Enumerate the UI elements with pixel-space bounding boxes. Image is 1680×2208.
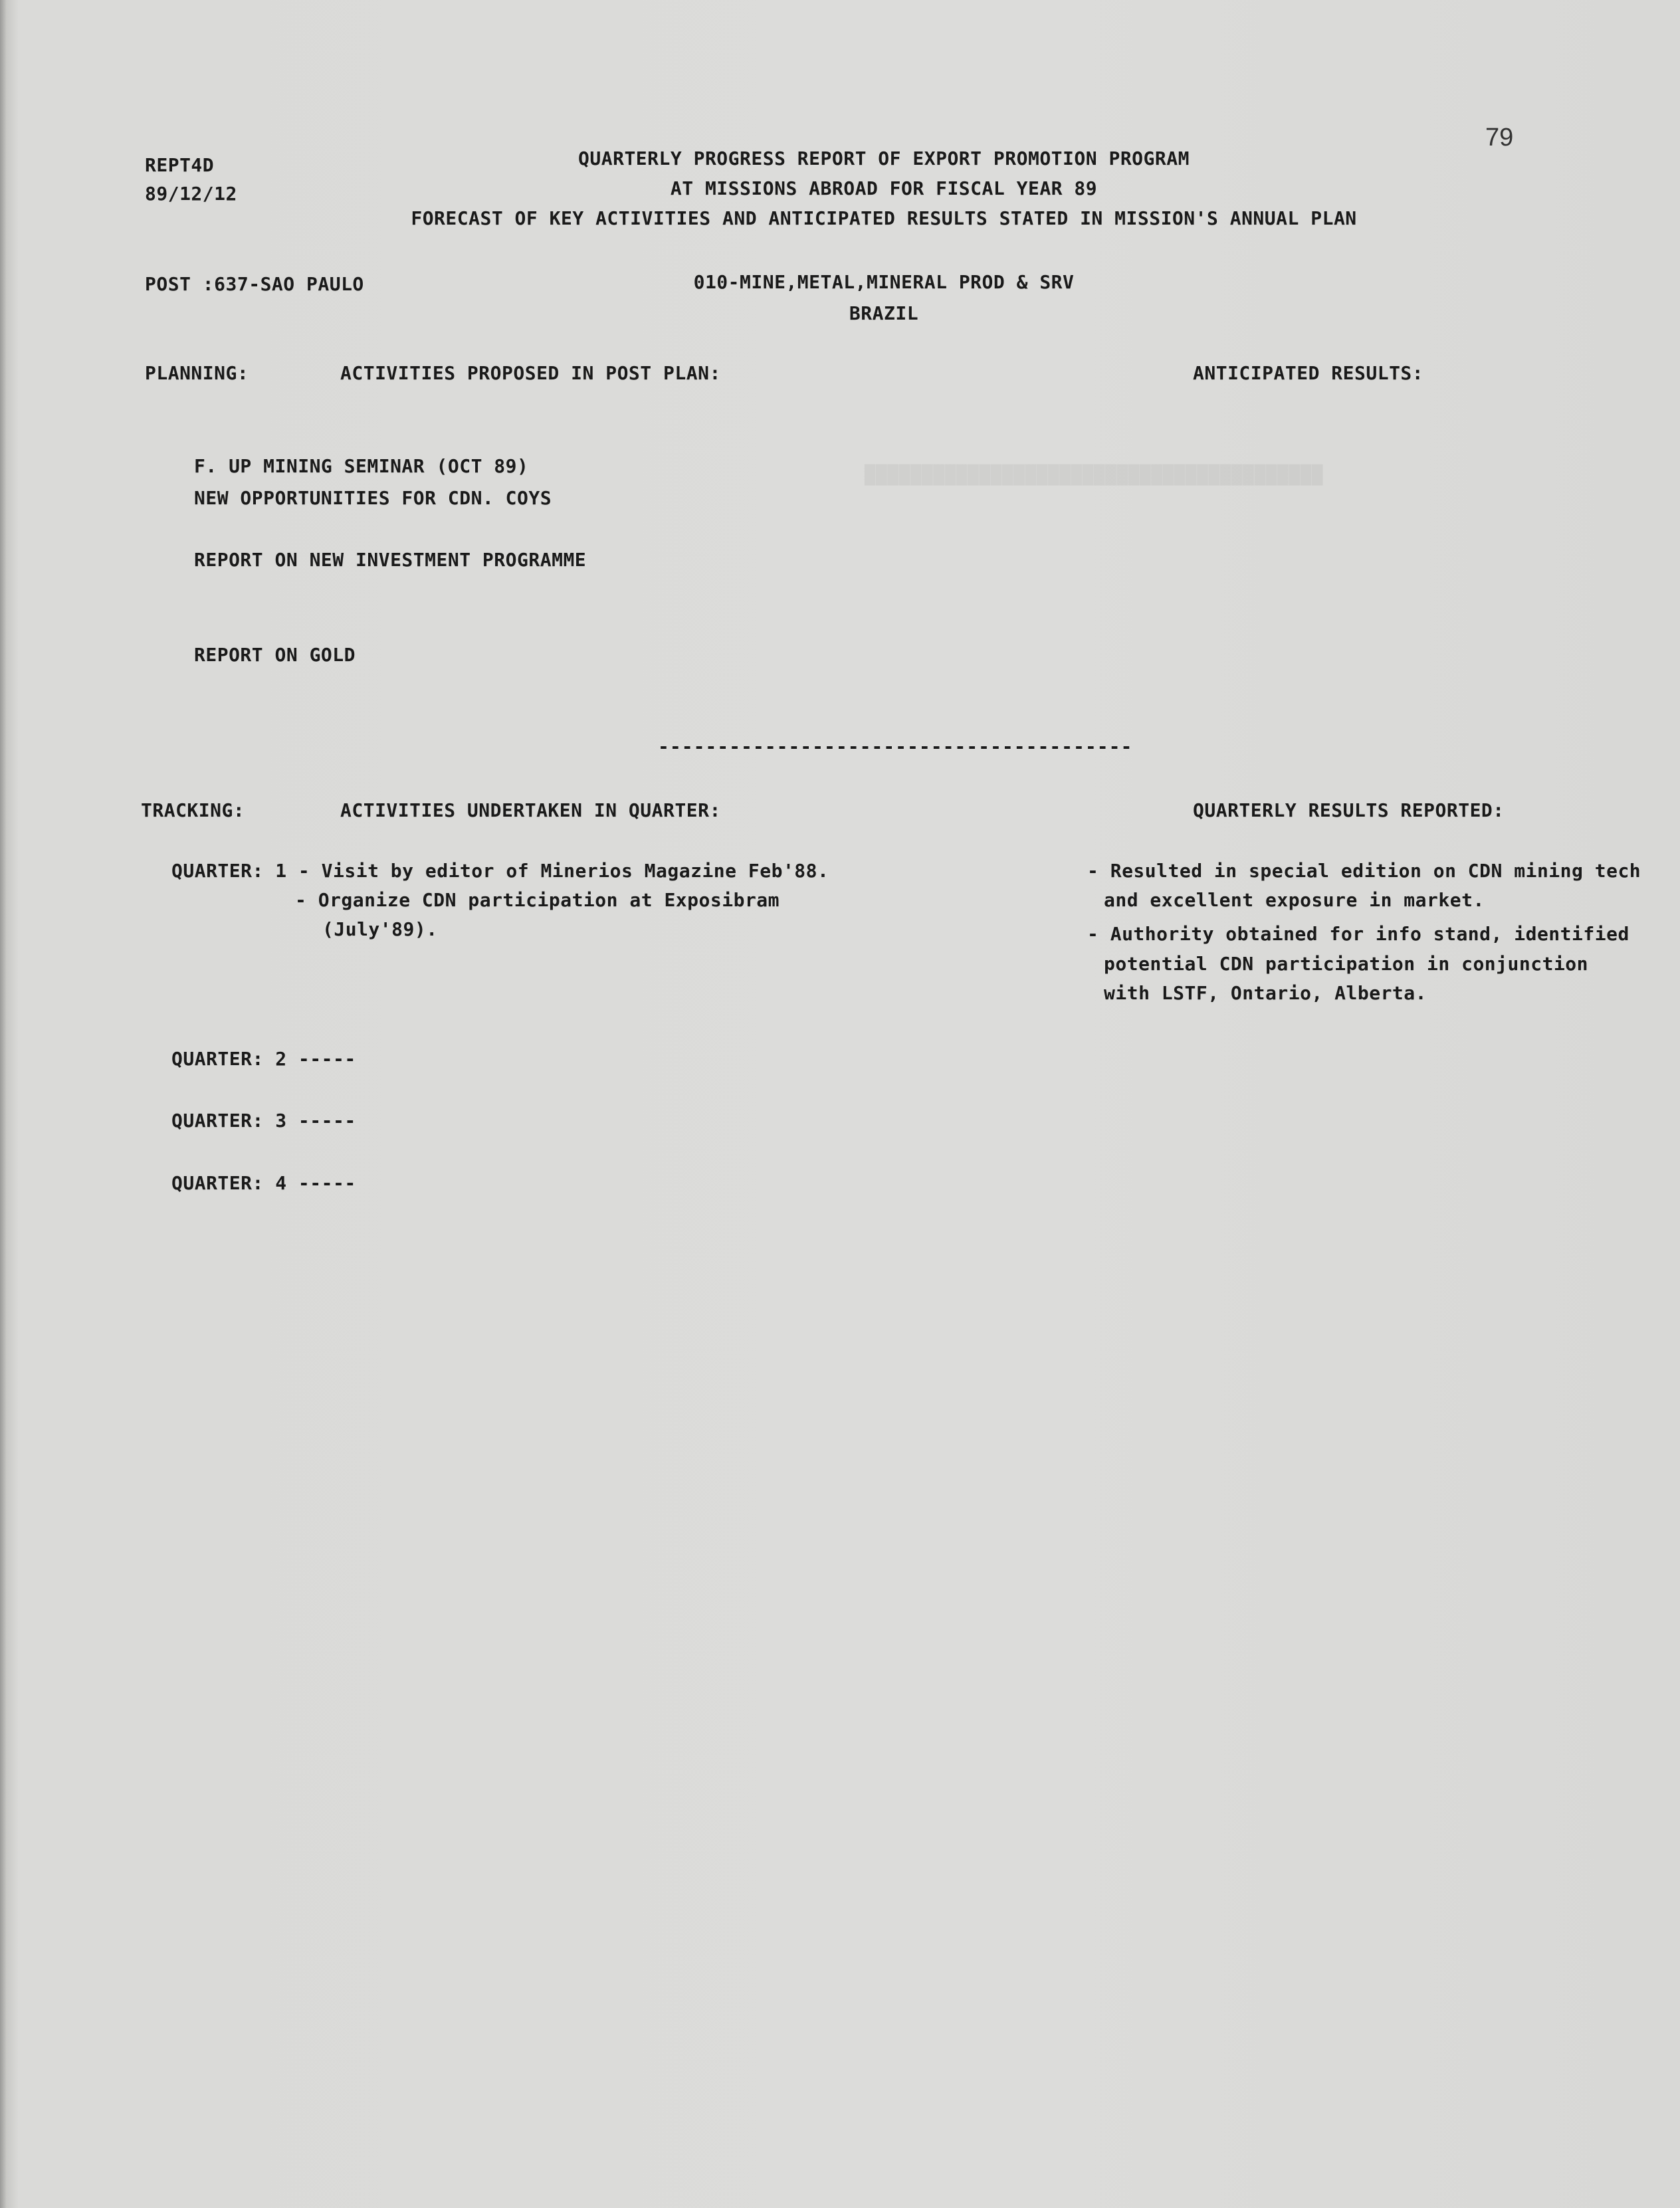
sector: 010-MINE,METAL,MINERAL PROD & SRV (693, 271, 1075, 293)
quarter1-result: - Resulted in special edition on CDN mining tech (1087, 860, 1641, 882)
planning-item: REPORT ON NEW INVESTMENT PROGRAMME (194, 549, 587, 571)
planning-item: REPORT ON GOLD (194, 644, 356, 666)
report-title-line1: QUARTERLY PROGRESS REPORT OF EXPORT PROMOTION PROGRAM (578, 148, 1190, 169)
quarter1-result: with LSTF, Ontario, Alberta. (1104, 982, 1427, 1004)
quarter1-activity: (July'89). (322, 918, 438, 940)
bleed-through-block: ████████████████████████████████████████ (864, 465, 1323, 486)
report-title-line2: AT MISSIONS ABROAD FOR FISCAL YEAR 89 (670, 177, 1098, 199)
tracking-results-header: QUARTERLY RESULTS REPORTED: (1193, 799, 1505, 821)
report-title-line3: FORECAST OF KEY ACTIVITIES AND ANTICIPATED RESULTS STATED IN MISSION'S ANNUAL PLAN (411, 207, 1357, 229)
quarter1-result: potential CDN participation in conjunction (1104, 953, 1589, 975)
quarter2-row: QUARTER: 2 ----- (171, 1048, 356, 1070)
quarter3-row: QUARTER: 3 ----- (171, 1110, 356, 1132)
quarter1-result: and excellent exposure in market. (1104, 889, 1485, 911)
quarter1-activity: QUARTER: 1 - Visit by editor of Minerios Magazine Feb'88. (171, 860, 829, 882)
tracking-label: TRACKING: (141, 799, 245, 821)
planning-activities-header: ACTIVITIES PROPOSED IN POST PLAN: (340, 362, 721, 384)
planning-item: NEW OPPORTUNITIES FOR CDN. COYS (194, 487, 552, 509)
planning-results-header: ANTICIPATED RESULTS: (1193, 362, 1424, 384)
report-id: REPT4D (145, 154, 215, 176)
post-label: POST :637-SAO PAULO (145, 273, 364, 295)
planning-item: F. UP MINING SEMINAR (OCT 89) (194, 455, 529, 477)
report-date: 89/12/12 (145, 183, 237, 205)
country: BRAZIL (849, 302, 919, 324)
quarter4-row: QUARTER: 4 ----- (171, 1172, 356, 1194)
quarter1-activity: - Organize CDN participation at Exposibram (295, 889, 780, 911)
page-number: 79 (1485, 124, 1514, 151)
tracking-activities-header: ACTIVITIES UNDERTAKEN IN QUARTER: (340, 799, 721, 821)
quarter1-result: - Authority obtained for info stand, identified (1087, 923, 1629, 945)
section-separator: ---------------------------------------- (658, 736, 1133, 757)
planning-label: PLANNING: (145, 362, 249, 384)
